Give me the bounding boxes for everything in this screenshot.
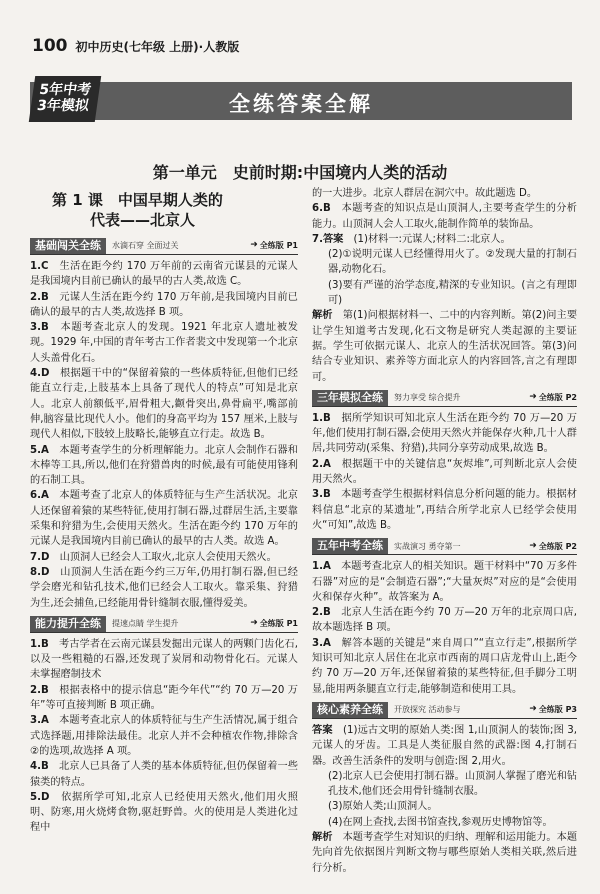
section-tag: 核心素养全练	[312, 702, 388, 718]
answer-item: (3)原始人类;山顶洞人。	[328, 801, 438, 813]
section-ref: ➜ 全练版 P2	[529, 390, 577, 405]
answer-item: (3)要有严谨的治学态度,精深的专业知识。(言之有理即可)	[328, 279, 577, 307]
brand-logo	[29, 76, 101, 122]
answer-item: (2)①说明元谋人已经懂得用火了。②发现大量的打制石器,动物化石。	[328, 249, 577, 276]
section-subtitle: 提速点睛 学生提升	[112, 619, 179, 629]
answer-item: 1.A 本题考查北京人的相关知识。题干材料中“70 万多件石器”对应的是“会制造石器”;“大量灰烬”对应的是“会使用火和保存火种”。故答案为 A。	[312, 561, 577, 603]
section-header-exam	[312, 538, 577, 555]
answer-item: 解析 第(1)问根据材料一、二中的内容判断。第(2)问主要让学生知道考古发现,化石文物是研究人类起源的主要证据。学生可依据元谋人、北京人的生活状况回答。第(3)问结合专业知识、素养等方面北京人的内容回答,言之有理即可。	[312, 310, 578, 383]
answer-item: (4)在网上查找,去图书馆查找,参观历史博物馆等。	[328, 816, 553, 828]
answer-banner	[30, 82, 572, 120]
arrow-right-icon: ➜	[250, 240, 258, 251]
answer-item: 8.D 山顶洞人生活在距今约三万年,仍用打制石器,但已经学会磨光和钻孔技术,他们已经会人工取火。靠采集、狩猎为生,还会捕鱼,已经能用骨针缝制衣服,懂得爱美。	[30, 566, 298, 609]
section-header-simulation	[312, 390, 577, 407]
section-ref: ➜ 全练版 P2	[529, 539, 577, 554]
lesson-title-line2: 代表——北京人	[90, 211, 196, 229]
section-header-ability	[30, 616, 298, 633]
section-subtitle: 实战演习 勇夺第一	[394, 541, 461, 551]
answer-item: 7.D 山顶洞人已经会人工取火,北京人会使用天然火。	[30, 551, 277, 563]
answer-item: 答案 (1)远古文明的原始人类:图 1,山顶洞人的装饰;图 3,元谋人的牙齿。工具是人类征服自然的武器:图 4,打制石器。改善生活条件的发明与创造:图 2,用火。	[312, 724, 578, 767]
section-ref: ➜ 全练版 P1	[250, 238, 298, 253]
answer-item: 2.A 根据题干中的关键信息“灰烬堆”,可判断北京人会使用天然火。	[312, 458, 577, 486]
answer-item: 1.C 生活在距今约 170 万年前的云南省元谋县的元谋人是我国境内目前已确认的最早的古人类,故选 C。	[30, 261, 298, 288]
section-ref: ➜ 全练版 P3	[529, 702, 577, 717]
arrow-right-icon: ➜	[529, 704, 537, 715]
right-column	[312, 186, 577, 876]
answer-item: 3.A 本题考查北京人的体质特征与生产生活情况,属于组合式选择题,用排除法最佳。北京人并不会种植农作物,排除含②的选项,故选择 A 项。	[30, 715, 298, 757]
answer-item: 7.答案 (1)材料一:元谋人;材料二:北京人。	[312, 233, 511, 245]
section-ref: ➜ 全练版 P1	[250, 616, 298, 631]
answer-item: 1.B 据所学知识可知北京人生活在距今约 70 万—20 万年,他们使用打制石器,会使用天然火并能保存火种,几十人群居,共同劳动(采集、狩猎),共同分享劳动成果,故选 B。	[312, 412, 577, 455]
section-tag: 三年模拟全练	[312, 390, 388, 406]
answer-item: 2.B 根据表格中的提示信息“距今年代”“约 70 万—20 万年”等可直接判断 B 项正确。	[30, 684, 298, 712]
arrow-right-icon: ➜	[250, 618, 258, 629]
answer-item: 2.B 北京人生活在距今约 70 万—20 万年的北京周口店,故本题选择 B 项。	[312, 607, 577, 634]
answer-item: 3.A 解答本题的关键是“来自周口”“直立行走”,根据所学知识可知北京人居住在北京市西南的周口店龙骨山上,距今约 70 万—20 万年,还保留着猿的某些特征,但手脚分工明显,能用两条腿直立行走,能够制造和使用工具。	[312, 637, 577, 695]
arrow-right-icon: ➜	[529, 540, 537, 551]
answer-item: (2)北京人已会使用打制石器。山顶洞人掌握了磨光和钻孔技术,他们还会用骨针缝制衣服。	[328, 770, 577, 798]
answer-item: 解析 本题考查学生对知识的归纳、理解和运用能力。本题先向首先依据图片判断文物与哪些原始人类相关联,然后进行分析。	[312, 831, 578, 874]
answer-item: 3.B 本题考查学生根据材料信息分析问题的能力。根据材料信息“北京的某遗址”,再结合所学北京人已经学会使用火“可知”,故选 B。	[312, 489, 577, 531]
answer-item: 4.B 北京人已具备了人类的基本体质特征,但仍保留着一些猿类的特点。	[30, 761, 298, 788]
section-subtitle: 水滴石穿 全面过关	[112, 241, 179, 251]
lesson-title-line1: 第 1 课 中国早期人类的	[52, 191, 223, 209]
page-header	[32, 36, 239, 56]
answer-item: 1.B 考古学者在云南元谋县发掘出元谋人的两颗门齿化石,以及一些粗糙的石器,还发现了炭屑和动物骨化石。元谋人未掌握磨制技术	[30, 638, 298, 681]
section-subtitle: 努力享受 综合提升	[394, 393, 461, 403]
section-tag: 能力提升全练	[30, 616, 106, 632]
answer-item: 3.B 本题考查北京人的发现。1921 年北京人遗址被发现。1929 年,中国的青年考古工作者裴文中发现第一个北京人头盖骨化石。	[30, 322, 298, 364]
answer-item: 6.A 本题考查了北京人的体质特征与生产生活状况。北京人还保留着猿的某些特征,使用打制石器,过群居生活,主要靠采集和狩猎为生,会使用天然火。生活在距今约 170 万年的元谋人是我国境内目前已确认的最早的古人类。故选 A。	[30, 490, 298, 548]
answer-item: 5.D 依据所学可知,北京人已经使用天然火,他们用火照明、防寒,用火烧烤食物,驱赶野兽。火的使用是人类进化过程中	[30, 791, 298, 834]
answer-item: 的一大进步。北京人群居在洞穴中。故此题选 D。	[312, 188, 538, 199]
section-header-core	[312, 702, 577, 719]
book-title: 初中历史(七年级 上册)·人教版	[75, 40, 240, 54]
left-column	[30, 190, 298, 836]
banner-title: 全练答案全解	[229, 92, 373, 116]
section-subtitle: 开放探究 活动参与	[394, 705, 461, 715]
answer-item: 5.A 本题考查学生的分析理解能力。北京人会制作石器和木棒等工具,所以,他们在狩猎兽肉的时候,最有可能使用锋利的石制工具。	[30, 444, 298, 487]
logo-line1: 5年中考	[38, 82, 93, 98]
section-header-basic	[30, 238, 298, 255]
answer-item: 6.B 本题考查的知识点是山顶洞人,主要考查学生的分析能力。山顶洞人会人工取火,能制作简单的装饰品。	[312, 203, 577, 230]
unit-title: 第一单元 史前时期:中国境内人类的活动	[152, 163, 448, 182]
page-number: 100	[32, 36, 68, 56]
section-tag: 五年中考全练	[312, 538, 388, 554]
answer-item: 4.D 根据题干中的“保留着猿的一些体质特征,但他们已经能直立行走,上肢基本上具备了现代人的特点”可知是北京人。北京人前额低平,眉骨粗大,颧骨突出,鼻骨扁平,嘴部前伸,脑容量比现代人小。他们的身高平均为 157 厘米,上肢与现代人相似,下肢较上肢略长,能够直立行走。故选 B。	[30, 368, 298, 441]
arrow-right-icon: ➜	[529, 392, 537, 403]
answer-item: 2.B 元谋人生活在距今约 170 万年前,是我国境内目前已确认的最早的古人类,故选择 B 项。	[30, 291, 298, 318]
section-tag: 基础闯关全练	[30, 238, 106, 254]
lesson-title	[30, 190, 298, 230]
logo-line2: 3年模拟	[35, 98, 90, 114]
